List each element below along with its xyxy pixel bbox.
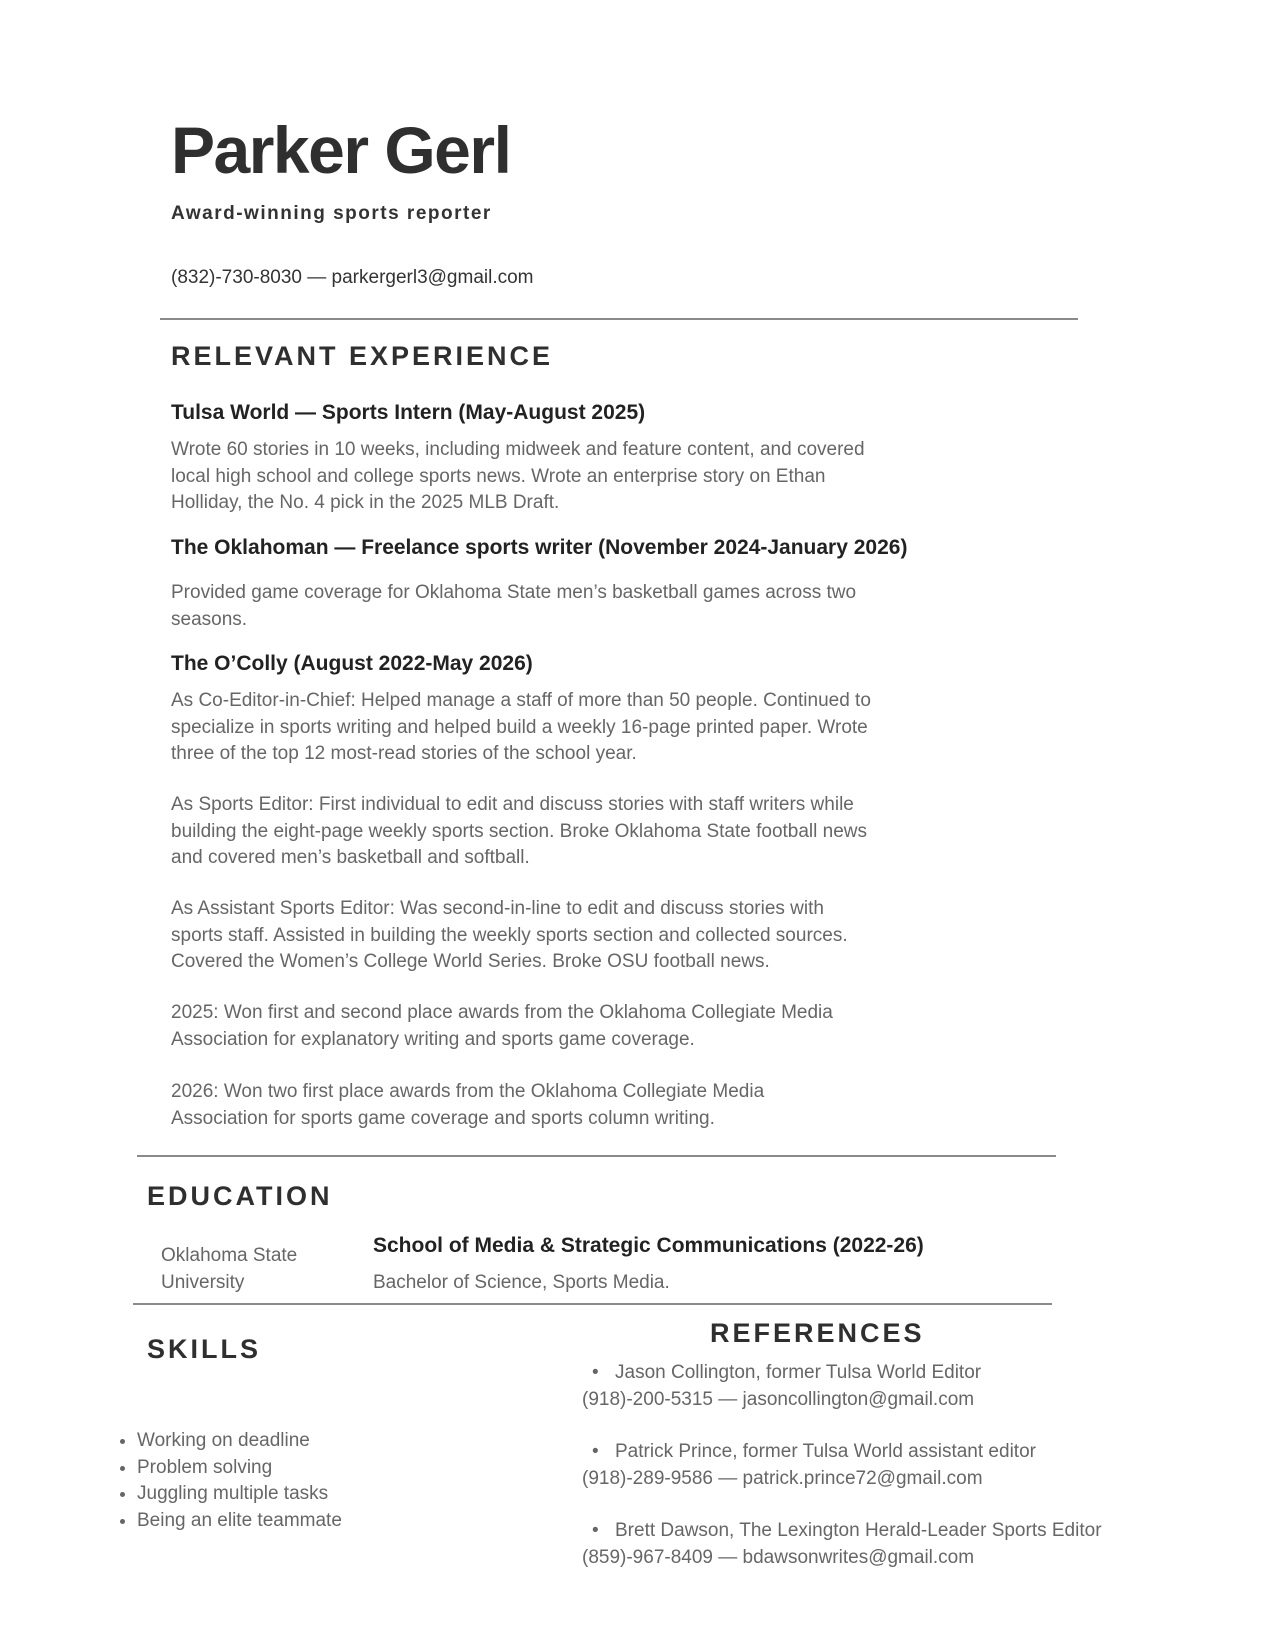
education-heading: EDUCATION [147,1181,333,1211]
contact-info: (832)-730-8030 — parkergerl3@gmail.com [171,267,534,288]
reference-item [582,1439,1036,1492]
bullet-icon: • [592,1520,599,1541]
bullet-icon: • [592,1362,599,1383]
education-program: School of Media & Strategic Communications (2022-26) [373,1234,924,1257]
job-title-tulsa-world: Tulsa World — Sports Intern (May-August 2025) [171,401,646,424]
award-description: 2025: Won first and second place awards from the Oklahoma Collegiate Media Association for explanatory writing and sports game coverage. [171,1002,833,1050]
reference-item [582,1518,1102,1571]
skills-heading: SKILLS [147,1334,262,1364]
skill-item: • Working on deadline [137,1428,342,1455]
education-school: Oklahoma State University [161,1245,298,1293]
reference-name: Jason Collington, former Tulsa World Editor [615,1362,982,1383]
tagline: Award-winning sports reporter [171,203,492,224]
divider-education [133,1303,1052,1305]
divider-experience [137,1155,1056,1157]
job-description: Wrote 60 stories in 10 weeks, including midweek and feature content, and covered local high school and college sports news. Wrote an enterprise story on Ethan Holliday, the No. 4 pick in the 2025 MLB Draft. [171,439,865,513]
experience-heading: RELEVANT EXPERIENCE [171,341,554,371]
reference-contact: (918)-289-9586 — patrick.prince72@gmail.com [582,1467,983,1489]
candidate-name: Parker Gerl [171,113,511,187]
skills-list [110,1428,342,1534]
reference-item [582,1360,981,1413]
bullet-icon: • [592,1441,599,1462]
job-description: Provided game coverage for Oklahoma State men’s basketball games across two seasons. [171,582,857,630]
job-title-ocolly: The O’Colly (August 2022-May 2026) [171,652,533,675]
reference-contact: (918)-200-5315 — jasoncollington@gmail.com [582,1388,975,1410]
divider-header [160,318,1078,320]
job-description: As Assistant Sports Editor: Was second-in-line to edit and discuss stories with sports staff. Assisted in building the weekly sports section and collected sources. Covered the Women’s College World Series. Broke OSU football news. [171,898,848,972]
education-degree: Bachelor of Science, Sports Media. [373,1272,670,1293]
skill-item: • Juggling multiple tasks [137,1481,342,1508]
skill-item: • Problem solving [137,1455,342,1482]
reference-name: Brett Dawson, The Lexington Herald-Leader Sports Editor [615,1520,1102,1541]
award-description: 2026: Won two first place awards from the Oklahoma Collegiate Media Association for sports game coverage and sports column writing. [171,1081,765,1129]
job-title-oklahoman: The Oklahoman — Freelance sports writer (November 2024-January 2026) [171,536,908,559]
job-description: As Co-Editor-in-Chief: Helped manage a staff of more than 50 people. Continued to specialize in sports writing and helped build a weekly 16-page printed paper. Wrote three of the top 12 most-read stories of the school year. [171,690,871,764]
reference-contact: (859)-967-8409 — bdawsonwrites@gmail.com [582,1546,975,1568]
references-heading: REFERENCES [710,1318,925,1348]
job-description: As Sports Editor: First individual to edit and discuss stories with staff writers while building the eight-page weekly sports section. Broke Oklahoma State football news and covered men’s basketball and softball. [171,794,868,868]
skill-item: • Being an elite teammate [137,1508,342,1535]
reference-name: Patrick Prince, former Tulsa World assistant editor [615,1441,1036,1462]
